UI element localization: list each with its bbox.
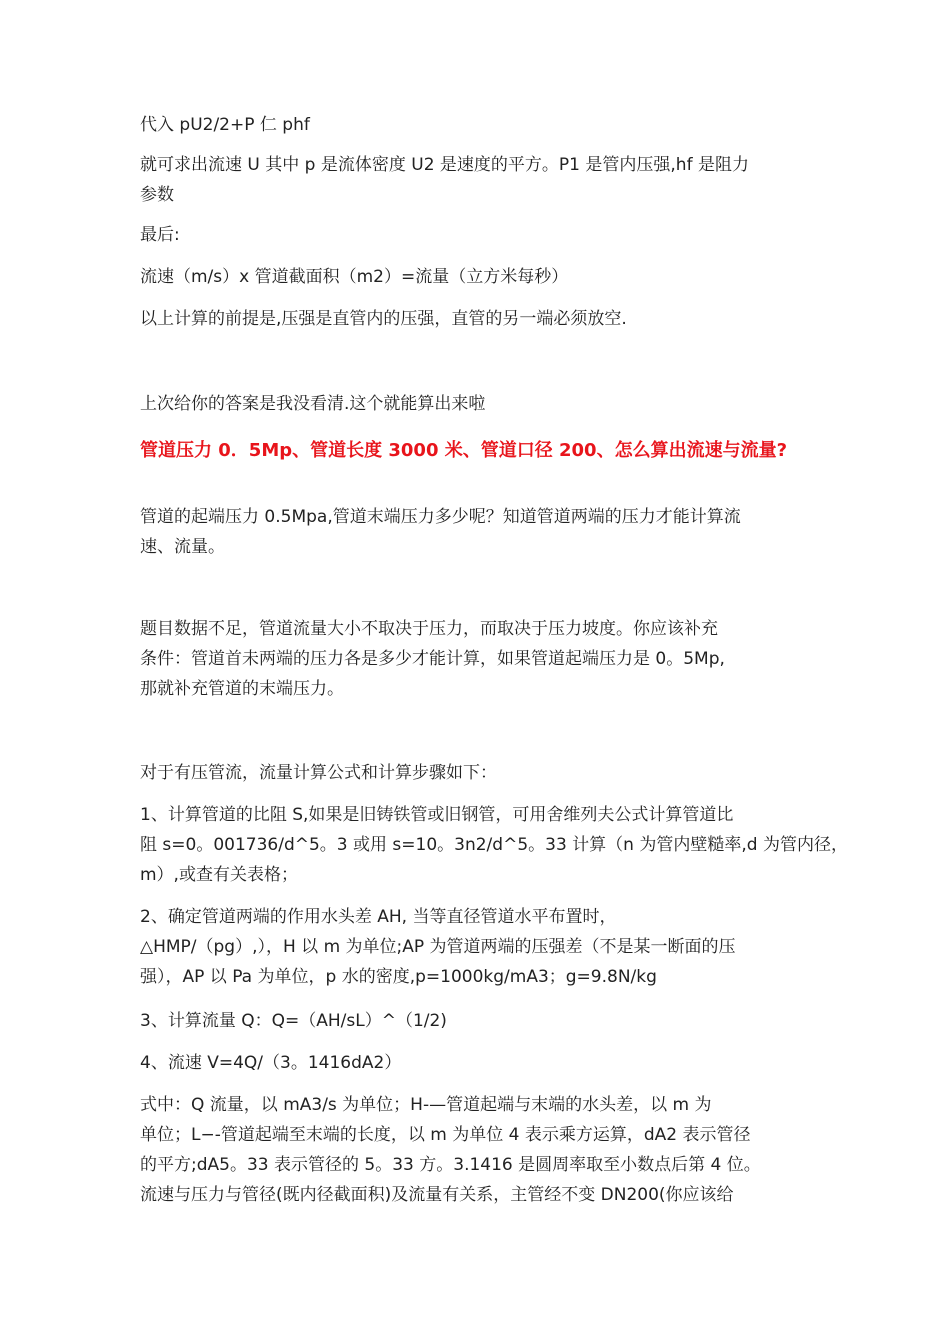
step-line: 1、计算管道的比阻 S,如果是旧铸铁管或旧钢管，可用舍维列夫公式计算管道比 — [140, 805, 734, 825]
step-line: 强），AP 以 Pa 为单位，p 水的密度,p=1000kg/mA3；g=9.8N/kg — [140, 967, 657, 987]
question-heading: 管道压力 0．5Mp、管道长度 3000 米、管道口径 200、怎么算出流速与流量? — [140, 440, 788, 461]
paragraph-line: 最后: — [140, 225, 180, 245]
step-line: m）,或查有关表格； — [140, 865, 298, 885]
step-line: 3、计算流量 Q：Q=（AH/sL）^（1/2) — [140, 1011, 447, 1031]
step-line: △HMP/（pg）,），H 以 m 为单位;AP 为管道两端的压强差（不是某一断面的压 — [140, 937, 736, 957]
paragraph-line: 那就补充管道的末端压力。 — [140, 679, 344, 699]
step-line: 4、流速 V=4Q/（3。1416dA2） — [140, 1053, 402, 1073]
paragraph-line: 式中：Q 流量，以 mA3/s 为单位；H-—管道起端与末端的水头差，以 m 为 — [140, 1095, 712, 1115]
paragraph-line: 题目数据不足，管道流量大小不取决于压力，而取决于压力坡度。你应该补充 — [140, 619, 718, 639]
paragraph-line: 单位；L−-管道起端至末端的长度，以 m 为单位 4 表示乘方运算，dA2 表示管径 — [140, 1125, 751, 1145]
paragraph-line: 流速（m/s）x 管道截面积（m2）=流量（立方米每秒） — [140, 267, 569, 287]
paragraph-line: 的平方;dA5。33 表示管径的 5。33 方。3.1416 是圆周率取至小数点后第 4 位。 — [140, 1155, 761, 1175]
paragraph-line: 管道的起端压力 0.5Mpa,管道末端压力多少呢？知道管道两端的压力才能计算流 — [140, 507, 741, 527]
paragraph-line: 以上计算的前提是,压强是直管内的压强，直管的另一端必须放空. — [140, 309, 627, 329]
paragraph-line: 就可求出流速 U 其中 p 是流体密度 U2 是速度的平方。P1 是管内压强,hf 是阻力 — [140, 155, 749, 175]
paragraph-line: 参数 — [140, 185, 174, 205]
paragraph-line: 上次给你的答案是我没看清.这个就能算出来啦 — [140, 394, 486, 414]
paragraph-line: 对于有压管流，流量计算公式和计算步骤如下： — [140, 763, 497, 783]
step-line: 阻 s=0。001736/d^5。3 或用 s=10。3n2/d^5。33 计算（n 为管内壁糙率,d 为管内径， — [140, 835, 848, 855]
paragraph-line: 流速与压力与管径(既内径截面积)及流量有关系，主管经不变 DN200(你应该给 — [140, 1185, 734, 1205]
step-line: 2、确定管道两端的作用水头差 AH, 当等直径管道水平布置时， — [140, 907, 617, 927]
paragraph-line: 条件：管道首未两端的压力各是多少才能计算，如果管道起端压力是 0。5Mp, — [140, 649, 725, 669]
paragraph-line: 速、流量。 — [140, 537, 225, 557]
formula-line: 代入 pU2/2+P 仁 phf — [140, 115, 310, 135]
